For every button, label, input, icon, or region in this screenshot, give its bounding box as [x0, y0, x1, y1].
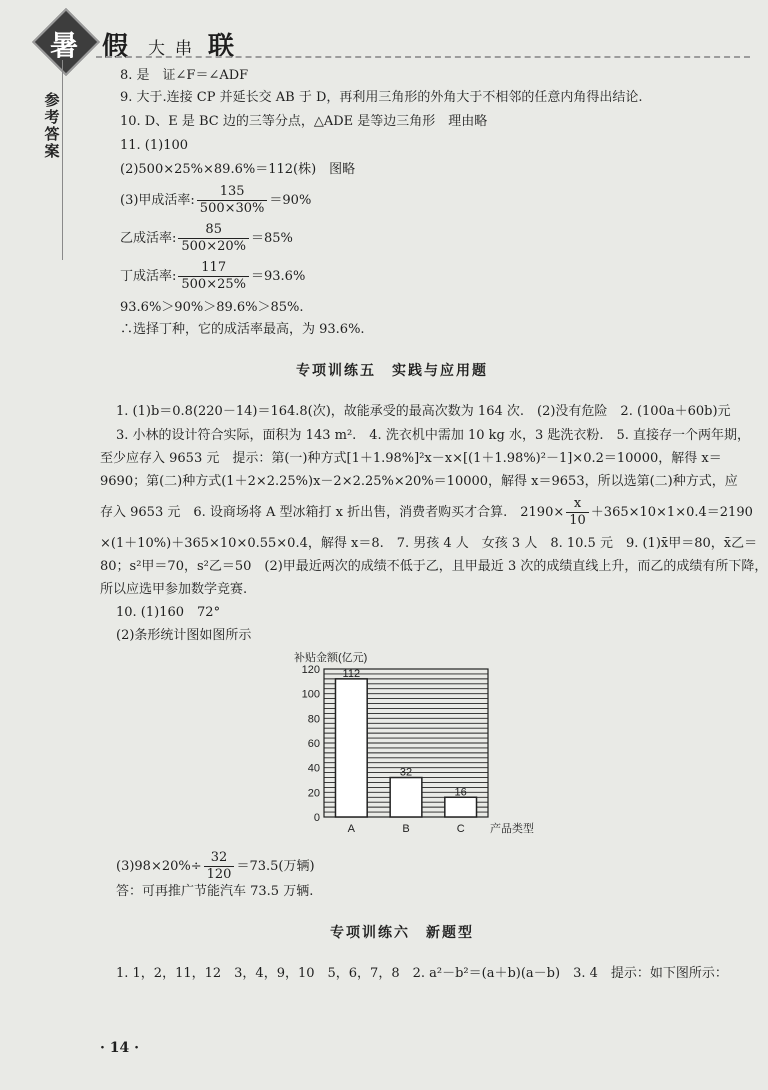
section-title: 专项训练五 实践与应用题 — [296, 363, 488, 379]
fraction-denominator: 500×20% — [181, 239, 246, 254]
bar — [390, 778, 422, 817]
answer-line: 1. 1，2，11，12 3，4，9，10 5，6，7，8 2. a²－b²＝(a＋b)(a－b) 3. 4 提示：如下图所示： — [116, 966, 728, 981]
fraction-numerator: 32 — [204, 850, 235, 867]
answer-line: 1. (1)b＝0.8(220－14)＝164.8(次)，故能承受的最高次数为 164 次. (2)没有危险 2. (100a＋60b)元 — [116, 404, 731, 419]
answer-line: 9. 大于.连接 CP 并延长交 AB 于 D，再利用三角形的外角大于不相邻的任意内角得出结论. — [120, 90, 643, 105]
section-title: 专项训练六 新题型 — [330, 925, 474, 941]
fraction-denominator: 120 — [206, 867, 232, 882]
fraction-suffix: ＝90% — [269, 193, 312, 208]
x-tick-label: C — [456, 823, 465, 835]
answer-line: 93.6%＞90%＞89.6%＞85%. — [120, 300, 304, 315]
side-divider — [62, 60, 63, 260]
page-number: · 14 · — [100, 1040, 139, 1056]
fraction-denominator: 500×25% — [181, 277, 246, 292]
y-tick-label: 80 — [307, 713, 320, 726]
fraction-prefix: (3)甲成活率: — [120, 193, 195, 208]
y-tick-label: 40 — [307, 762, 320, 775]
fraction-denominator: 10 — [569, 513, 586, 528]
fraction-suffix: ＝85% — [251, 231, 293, 246]
answer-line: 10. D、E 是 BC 边的三等分点，△ADE 是等边三角形 理由略 — [120, 114, 488, 129]
answer-line: 11. (1)100 — [120, 138, 189, 153]
header-title-end: 联 — [208, 32, 235, 62]
header-title-main: 假 — [102, 32, 129, 62]
y-tick-label: 60 — [307, 738, 320, 750]
y-tick-label: 20 — [307, 787, 320, 800]
page-header — [0, 10, 768, 62]
fraction-numerator: 85 — [178, 222, 249, 239]
header-title-sub: 大串 — [148, 39, 202, 59]
answer-line: (2)500×25%×89.6%＝112(株) 图略 — [120, 162, 356, 177]
x-tick-label: A — [347, 823, 356, 835]
bar-data-label: 32 — [399, 766, 413, 779]
fraction — [204, 850, 235, 883]
fraction-prefix: 乙成活率: — [120, 231, 177, 246]
x-axis-title: 产品类型 — [490, 823, 534, 835]
header-divider — [96, 56, 750, 58]
answer-line: 至少应存入 9653 元 提示：第(一)种方式[1＋1.98%]²x－x×[(1＋1.98%)²－1]×0.2＝10000，解得 x＝ — [100, 451, 722, 466]
answer-line: 答：可再推广节能汽车 73.5 万辆. — [116, 884, 314, 899]
x-tick-label: B — [402, 823, 410, 835]
answer-line-fraction — [120, 222, 293, 255]
bar — [445, 797, 477, 817]
fraction — [178, 260, 249, 293]
answer-line-fraction — [100, 496, 753, 529]
answer-line-fraction — [120, 260, 305, 293]
fraction-suffix: ＝93.6% — [251, 269, 306, 284]
answer-line: ×(1＋10%)＋365×10×0.55×0.4，解得 x＝8. 7. 男孩 4 人 女孩 3 人 8. 10.5 元 9. (1)x̄甲＝80，x̄乙＝ — [100, 536, 758, 551]
answer-line: (2)条形统计图如图所示 — [116, 628, 252, 643]
header-badge-text: 暑 — [49, 29, 78, 62]
bar-data-label: 112 — [342, 667, 361, 680]
answer-line: 3. 小林的设计符合实际，面积为 143 m². 4. 洗衣机中需加 10 kg 水，3 匙洗衣粉. 5. 直接存一个两年期， — [116, 428, 751, 443]
answer-line-fraction — [116, 850, 315, 883]
bar — [335, 679, 367, 817]
answer-line: ∴选择丁种，它的成活率最高，为 93.6%. — [120, 322, 365, 337]
y-axis-title: 补贴金额(亿元) — [294, 652, 368, 664]
fraction-suffix: ＝73.5(万辆) — [236, 859, 315, 874]
fraction-suffix: ＋365×10×1×0.4＝2190 — [590, 505, 753, 520]
y-tick-label: 120 — [301, 664, 320, 676]
fraction-numerator: 135 — [197, 184, 268, 201]
side-label: 参考答案 — [44, 91, 60, 160]
fraction-prefix: (3)98×20%÷ — [116, 859, 202, 874]
fraction — [197, 184, 268, 217]
fraction — [178, 222, 249, 255]
bar-chart — [290, 645, 540, 845]
y-tick-label: 100 — [301, 688, 320, 701]
fraction-denominator: 500×30% — [199, 201, 265, 216]
fraction-numerator: 117 — [178, 260, 249, 277]
answer-line: 所以应选甲参加数学竞赛. — [100, 582, 248, 597]
answer-line: 80；s²甲＝70，s²乙＝50 (2)甲最近两次的成绩不低于乙，且甲最近 3 次的成绩直线上升，而乙的成绩有所下降， — [100, 559, 768, 574]
answer-line-fraction — [120, 184, 311, 217]
answer-line: 10. (1)160 72° — [116, 605, 221, 620]
fraction-numerator: x — [566, 496, 589, 513]
answer-line: 8. 是 证∠F＝∠ADF — [120, 68, 249, 83]
fraction-prefix: 存入 9653 元 6. 设商场将 A 型冰箱打 x 折出售，消费者购买才合算. 2190× — [100, 505, 565, 520]
answer-line: 9690；第(二)种方式(1＋2×2.25%)x－2×2.25%×20%＝10000，解得 x＝9653，所以选第(二)种方式，应 — [100, 474, 738, 489]
fraction — [566, 496, 589, 529]
fraction-prefix: 丁成活率: — [120, 269, 177, 284]
bar-data-label: 16 — [454, 786, 467, 799]
y-tick-label: 0 — [313, 812, 320, 824]
